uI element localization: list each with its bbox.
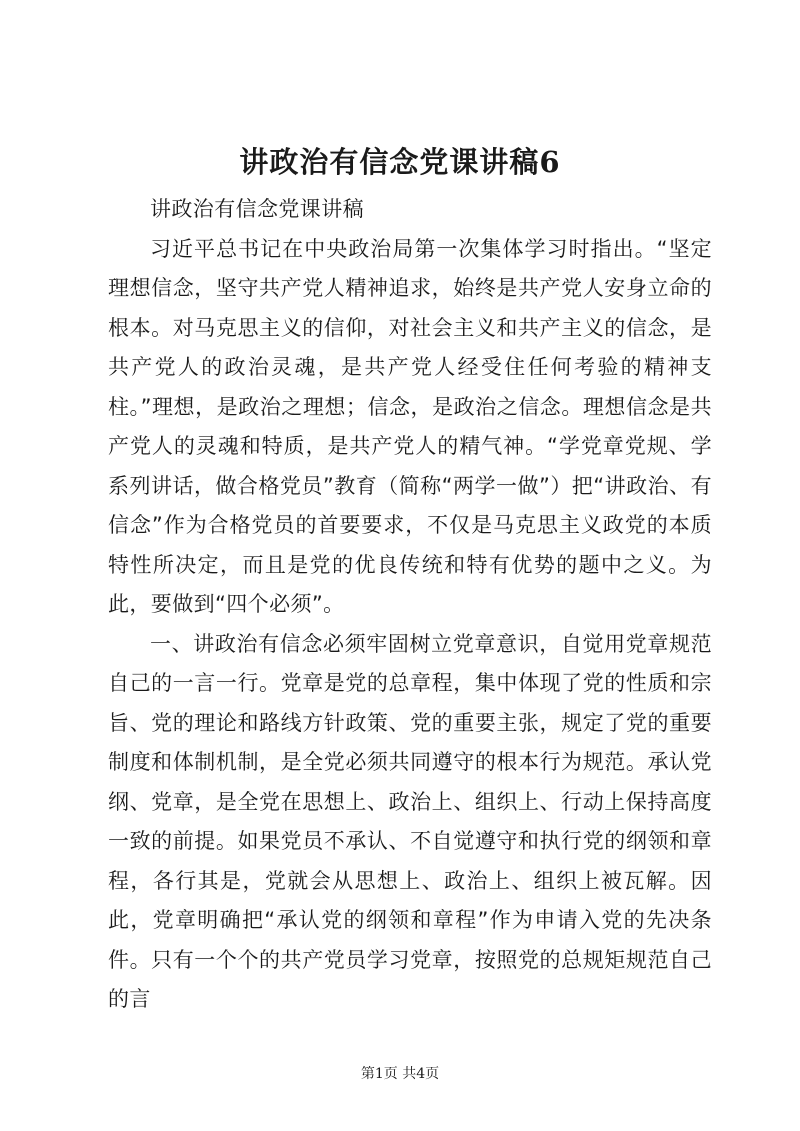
document-title: 讲政治有信念党课讲稿6 bbox=[239, 145, 561, 179]
subtitle-paragraph: 讲政治有信念党课讲稿 bbox=[150, 197, 364, 221]
intro-paragraph: 习近平总书记在中央政治局第一次集体学习时指出。“坚定理想信念，坚守共产党人精神追求，始终是共产党人安身立命的根本。对马克思主义的信仰，对社会主义和共产主义的信念，是共产党人的政治灵魂，是共产党人经受住任何考验的精神支柱。”理想，是政治之理想；信念，是政治之信念。理想信念是共产党人的灵魂和特质，是共产党人的精气神。“学党章党规、学系列讲话，做合格党员”教育（简称“两学一做”）把“讲政治、有信念”作为合格党员的首要要求，不仅是马克思主义政党的本质特性所决定，而且是党的优良传统和特有优势的题中之义。为此，要做到“四个必须”。 bbox=[108, 236, 712, 616]
section-one-paragraph: 一、讲政治有信念必须牢固树立党章意识，自觉用党章规范自己的一言一行。党章是党的总章程，集中体现了党的性质和宗旨、党的理论和路线方针政策、党的重要主张，规定了党的重要制度和体制机制，是全党必须共同遵守的根本行为规范。承认党纲、党章，是全党在思想上、政治上、组织上、行动上保持高度一致的前提。如果党员不承认、不自觉遵守和执行党的纲领和章程，各行其是，党就会从思想上、政治上、组织上被瓦解。因此，党章明确把“承认党的纲领和章程”作为申请入党的先决条件。只有一个个的共产党员学习党章，按照党的总规矩规范自己的言 bbox=[108, 631, 712, 1011]
document-body bbox=[108, 190, 712, 1020]
page-number-footer: 第1页 共4页 bbox=[360, 1066, 440, 1082]
